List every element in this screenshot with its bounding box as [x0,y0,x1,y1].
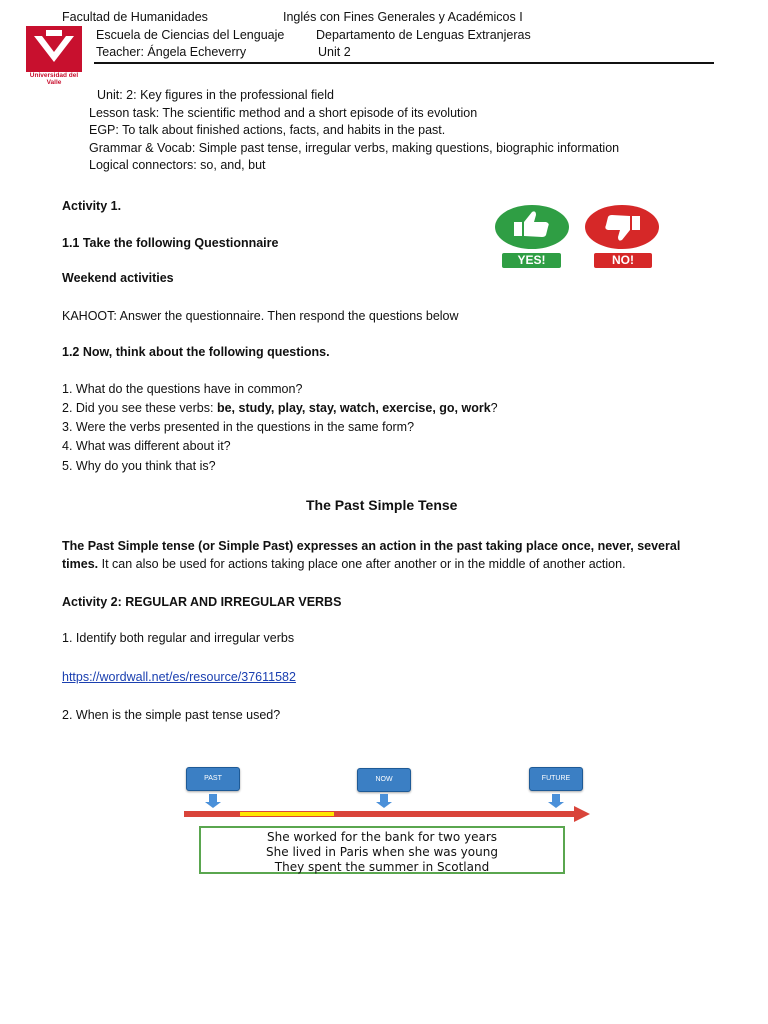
timeline-arrowhead [574,806,590,822]
course-name: Inglés con Fines Generales y Académicos I [283,10,523,24]
intro-egp: EGP: To talk about finished actions, facts, and habits in the past. [89,123,446,137]
faculty-name: Facultad de Humanidades [62,10,208,24]
question-1: 1. What do the questions have in common? [62,382,303,396]
no-label: NO! [612,253,634,267]
past-simple-title: The Past Simple Tense [306,497,458,513]
definition-rest: It can also be used for actions taking place one after another or in the middle of another action. [98,557,626,571]
intro-grammar: Grammar & Vocab: Simple past tense, irregular verbs, making questions, biographic information [89,141,620,155]
timeline-graphic [180,790,600,826]
activity1-heading: Activity 1. [62,199,122,213]
wordwall-link[interactable]: https://wordwall.net/es/resource/37611582 [62,670,296,684]
question-4: 4. What was different about it? [62,439,231,453]
future-down-arrow-icon [548,794,564,808]
yes-no-graphic [492,202,664,274]
timeline-now-box: NOW [357,768,411,792]
question-2 [62,401,498,415]
activity2-item2: 2. When is the simple past tense used? [62,708,281,722]
question-2-verbs: be, study, play, stay, watch, exercise, go, work [216,401,491,415]
example-sentence-1: She worked for the bank for two years [266,830,498,844]
header-divider [94,62,714,64]
question-5: 5. Why do you think that is? [62,459,216,473]
weekend-activities: Weekend activities [62,271,174,285]
past-simple-definition [62,537,718,573]
timeline-future-box: FUTURE [529,767,583,791]
question-2-suffix: ? [490,401,498,415]
activity2-item1: 1. Identify both regular and irregular verbs [62,631,295,645]
timeline-past-box: PAST [186,767,240,791]
intro-unit: Unit: 2: Key figures in the professional field [97,88,334,102]
now-down-arrow-icon [376,794,392,808]
past-down-arrow-icon [205,794,221,808]
example-sentence-3: They spent the summer in Scotland [274,860,490,874]
school-name: Escuela de Ciencias del Lenguaje [96,28,285,42]
logo-text: Universidad del Valle [29,72,79,86]
kahoot-instruction: KAHOOT: Answer the questionnaire. Then respond the questions below [62,309,459,323]
past-period-highlight [240,812,334,816]
question-2-prefix: 2. Did you see these verbs: [62,401,217,415]
teacher-name: Teacher: Ángela Echeverry [96,45,247,59]
intro-lesson: Lesson task: The scientific method and a short episode of its evolution [89,106,478,120]
intro-connectors: Logical connectors: so, and, but [89,158,266,172]
unit-label: Unit 2 [318,45,351,59]
department-name: Departamento de Lenguas Extranjeras [316,28,531,42]
activity1-sub1: 1.1 Take the following Questionnaire [62,236,279,250]
yes-label: YES! [517,253,546,267]
activity2-heading: Activity 2: REGULAR AND IRREGULAR VERBS [62,595,342,609]
definition-bold: The Past Simple tense (or Simple Past) expresses an action in the past taking place once, never, several times. [62,539,681,571]
question-3: 3. Were the verbs presented in the questions in the same form? [62,420,415,434]
example-sentences-box [199,826,565,874]
activity1-sub2: 1.2 Now, think about the following questions. [62,345,330,359]
example-sentence-2: She lived in Paris when she was young [266,845,498,859]
